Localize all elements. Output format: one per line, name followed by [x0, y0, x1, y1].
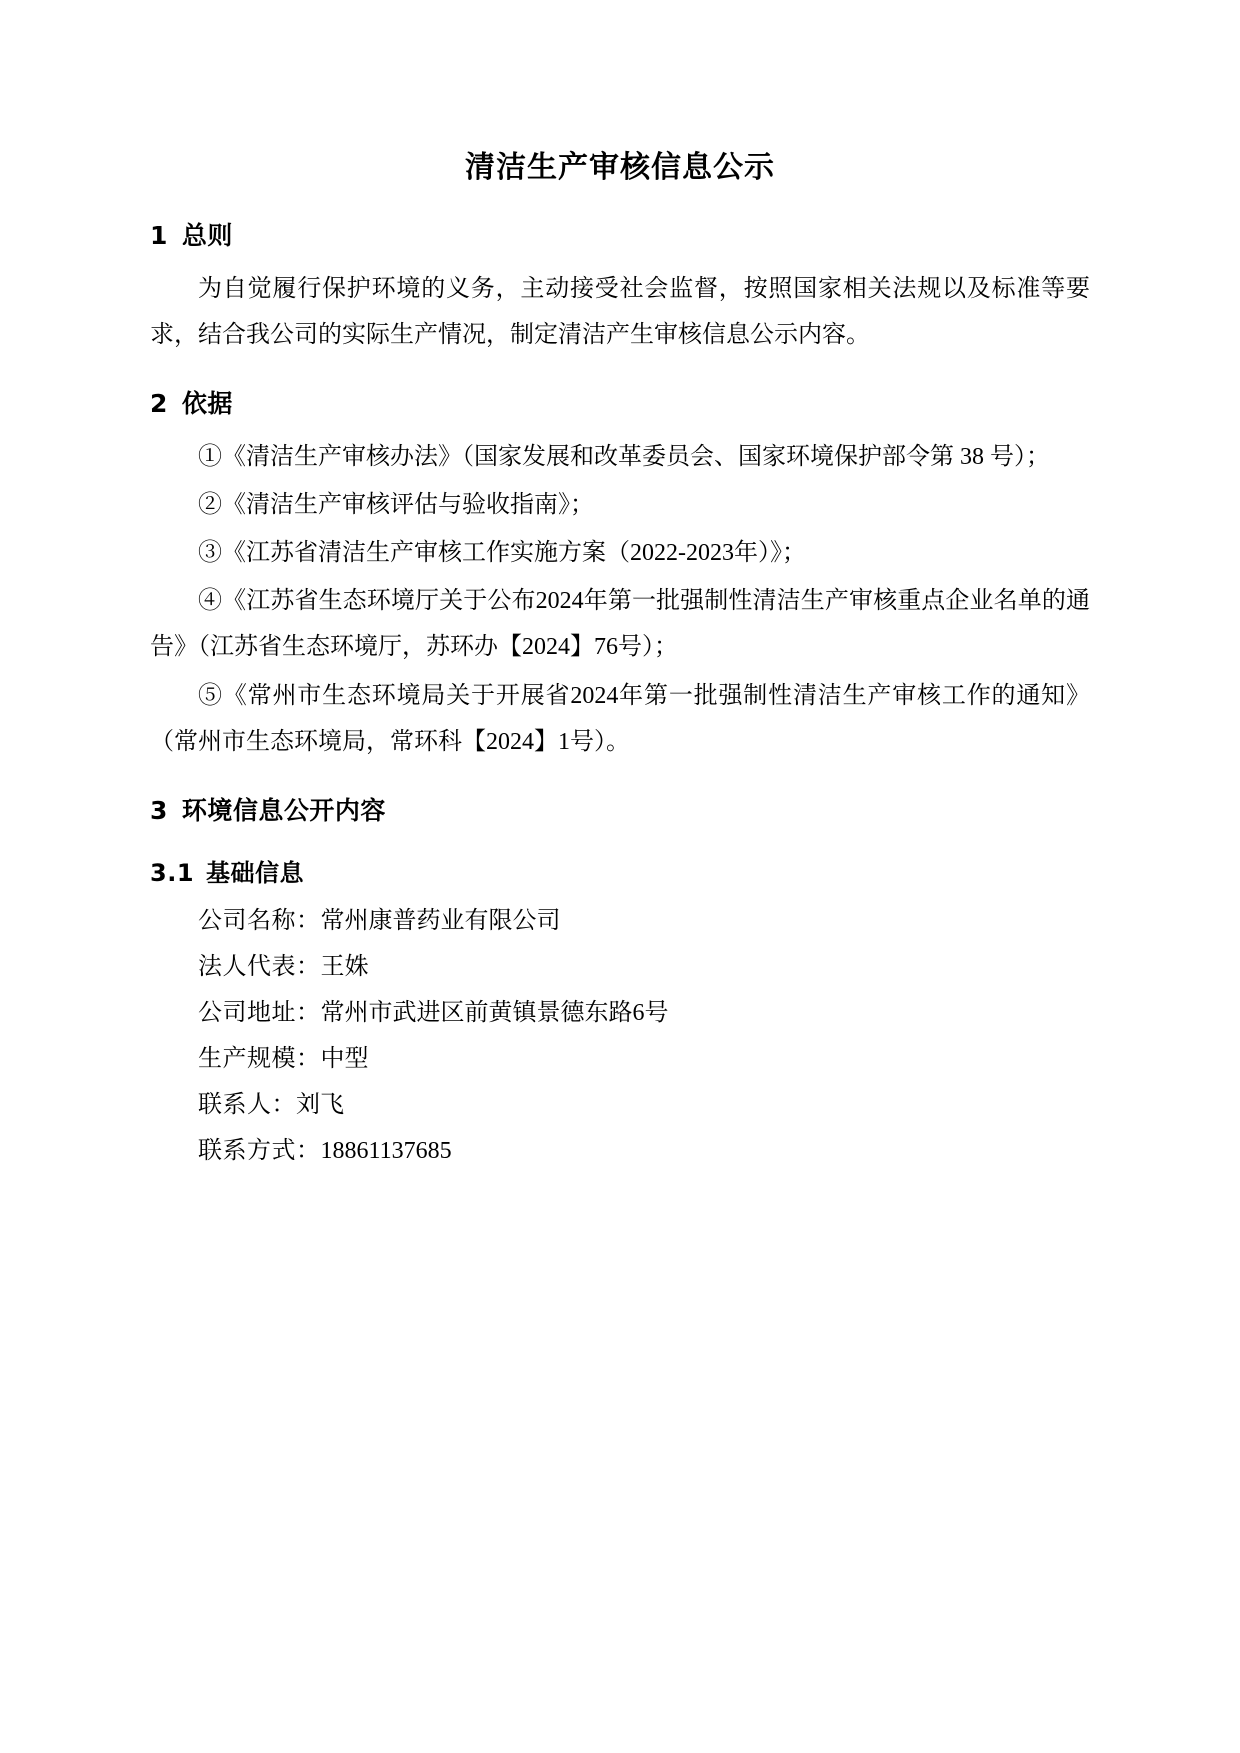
value-company-address: 常州市武进区前黄镇景德东路6号: [320, 999, 669, 1026]
info-row-company-address: [150, 990, 1090, 1036]
value-production-scale: 中型: [320, 1045, 369, 1072]
label-company-name: 公司名称：: [198, 907, 321, 934]
info-row-contact-person: [150, 1082, 1090, 1128]
section-2-paragraph-3: ③《江苏省清洁生产审核工作实施方案（2022-2023年）》；: [198, 540, 806, 567]
value-contact-person: 刘飞: [296, 1092, 344, 1119]
section-heading-3: [150, 791, 1090, 827]
label-contact-phone: 联系方式：: [198, 1138, 321, 1165]
info-row-contact-phone: [150, 1128, 1090, 1174]
info-row-production-scale: [150, 1036, 1090, 1082]
section-2-paragraph-5: ⑤《常州市生态环境局关于开展省2024年第一批强制性清洁生产审核工作的通知》（常州市生态环境局，常环科【2024】1号）。: [150, 682, 1090, 755]
section-title-3: 环境信息公开内容: [181, 795, 386, 825]
section-2-paragraph-2: ②《清洁生产审核评估与验收指南》；: [198, 492, 594, 519]
section-heading-1: [150, 216, 1090, 252]
label-production-scale: 生产规模：: [198, 1045, 321, 1072]
section-title-1: 总则: [181, 221, 233, 250]
label-legal-representative: 法人代表：: [198, 953, 321, 980]
section-number-3: 3: [150, 795, 168, 825]
section-2-paragraph-1: ①《清洁生产审核办法》（国家发展和改革委员会、国家环境保护部令第 38 号）；: [198, 444, 1050, 471]
label-contact-person: 联系人：: [198, 1092, 296, 1119]
section-heading-2: [150, 384, 1090, 420]
section-number-2: 2: [150, 389, 168, 419]
subsection-number-3-1: 3.1: [150, 858, 195, 887]
subsection-title-3-1: 基础信息: [206, 858, 305, 887]
value-company-name: 常州康普药业有限公司: [320, 907, 561, 934]
value-contact-phone: 18861137685: [320, 1138, 452, 1165]
label-company-address: 公司地址：: [198, 999, 321, 1026]
subsection-heading-3-1: [150, 853, 1090, 888]
section-2-paragraph-4: ④《江苏省生态环境厅关于公布2024年第一批强制性清洁生产审核重点企业名单的通告》（江苏省生态环境厅，苏环办【2024】76号）；: [150, 588, 1090, 661]
page-title: 清洁生产审核信息公示: [465, 150, 775, 185]
info-row-legal-representative: [150, 944, 1090, 990]
section-1-paragraph-1: 为自觉履行保护环境的义务，主动接受社会监督，按照国家相关法规以及标准等要求，结合我公司的实际生产情况，制定清洁产生审核信息公示内容。: [150, 276, 1090, 349]
info-row-company-name: [150, 898, 1090, 944]
section-number-1: 1: [150, 221, 168, 250]
value-legal-representative: 王姝: [320, 953, 369, 980]
section-title-2: 依据: [181, 389, 233, 419]
